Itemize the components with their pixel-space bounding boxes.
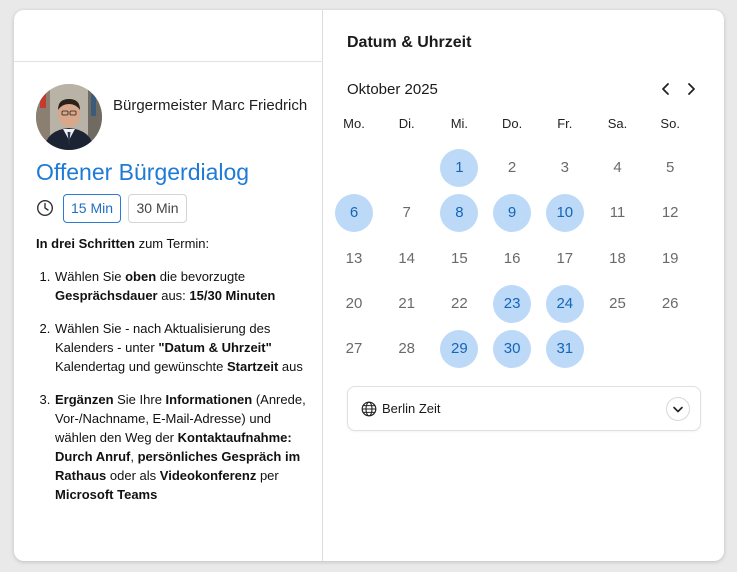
day-17: 17	[556, 249, 574, 267]
weekday-label: So.	[660, 116, 680, 131]
available-day-6[interactable]: 6	[335, 194, 373, 232]
weekday-label: Fr.	[557, 116, 573, 131]
chevron-down-icon	[666, 397, 690, 421]
available-day-31[interactable]: 31	[546, 330, 584, 368]
timezone-toggle[interactable]	[666, 397, 690, 421]
day-3: 3	[560, 159, 569, 176]
host-name: Bürgermeister Marc Friedrich	[113, 97, 308, 114]
duration-30-min-button[interactable]: 30 Min	[128, 194, 187, 223]
available-day-9[interactable]: 9	[493, 194, 531, 232]
avatar-photo	[36, 84, 102, 150]
available-day-10[interactable]: 10	[546, 194, 584, 232]
weekday-label: Sa.	[607, 116, 628, 131]
weekday-label: Di.	[398, 116, 415, 131]
panel-title: Datum & Uhrzeit	[347, 34, 472, 51]
step-3: 3. Ergänzen Sie Ihre Informationen (Anrede, Vor-/Nachname, E-Mail-Adresse) und wählen den Weg der Kontaktaufnahme: Durch Anruf, persönliches Gespräch im Rathaus oder als Videokonferenz per Microsoft Teams	[54, 390, 306, 504]
day-19: 19	[661, 249, 679, 267]
day-14: 14	[398, 249, 416, 267]
day-26: 26	[661, 294, 679, 312]
day-21: 21	[398, 294, 416, 312]
day-2: 2	[507, 159, 517, 176]
available-day-24[interactable]: 24	[546, 285, 584, 323]
day-28: 28	[398, 340, 416, 358]
available-day-8[interactable]: 8	[440, 194, 478, 232]
day-27: 27	[345, 340, 363, 358]
day-7: 7	[402, 204, 411, 222]
booking-card	[14, 10, 724, 561]
weekday-label: Mo.	[343, 116, 365, 131]
day-20: 20	[345, 294, 363, 312]
panel-header	[14, 10, 323, 62]
globe-icon	[361, 401, 377, 417]
weekday-label: Do.	[501, 116, 523, 131]
event-title: Offener Bürgerdialog	[36, 159, 250, 185]
description-intro: In drei Schritten zum Termin:	[36, 236, 210, 251]
chevron-right-icon[interactable]	[683, 81, 699, 97]
steps-list	[36, 267, 306, 504]
weekday-label: Mi.	[450, 116, 469, 131]
step-2: 2. Wählen Sie - nach Aktualisierung des Kalenders - unter "Datum & Uhrzeit" Kalendertag und gewünschte Startzeit aus	[54, 319, 306, 376]
day-5: 5	[666, 159, 675, 176]
step-1: 1. Wählen Sie oben die bevorzugte Gesprächsdauer aus: 15/30 Minuten	[54, 267, 306, 305]
day-13: 13	[345, 249, 363, 267]
duration-15-min-button[interactable]: 15 Min	[63, 194, 121, 223]
avatar	[36, 84, 102, 150]
day-25: 25	[609, 294, 626, 312]
available-day-1[interactable]: 1	[440, 149, 478, 187]
day-15: 15	[451, 249, 468, 267]
available-day-29[interactable]: 29	[440, 330, 478, 368]
timezone-selector[interactable]	[347, 386, 701, 431]
available-day-30[interactable]: 30	[493, 330, 531, 368]
chevron-left-icon[interactable]	[658, 81, 674, 97]
day-22: 22	[451, 294, 468, 312]
day-12: 12	[661, 204, 679, 222]
timezone-label: Berlin Zeit	[382, 401, 441, 416]
clock-icon	[36, 199, 54, 217]
available-day-23[interactable]: 23	[493, 285, 531, 323]
day-16: 16	[503, 249, 521, 267]
event-info-panel	[14, 10, 323, 561]
day-11: 11	[609, 204, 626, 222]
event-description	[36, 234, 306, 518]
date-time-panel	[324, 10, 724, 561]
day-18: 18	[609, 249, 626, 267]
month-label: Oktober 2025	[347, 81, 438, 98]
day-4: 4	[613, 159, 622, 176]
